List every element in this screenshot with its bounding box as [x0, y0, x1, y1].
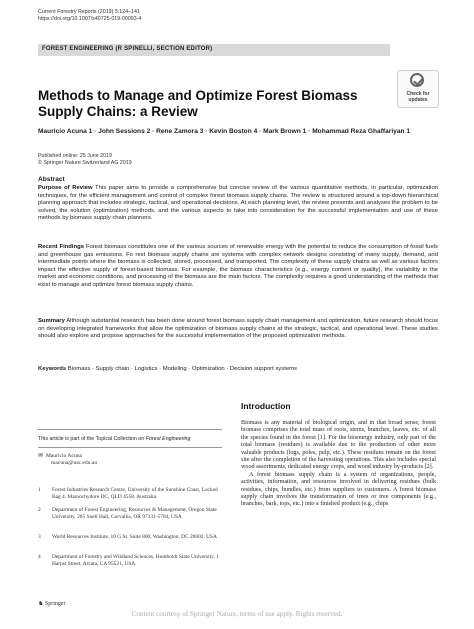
- mail-icon: ✉: [38, 452, 44, 459]
- publisher-name: Springer: [44, 601, 66, 607]
- section-bar: [38, 44, 390, 56]
- summary-text: Although substantial research has been done around forest biomass supply chain management and optimization, future research should focus on developing integrated frameworks that allow the optimization of biomass supply chains at the strategic, tactical, and operational level. These studies should also explore and propose approaches for the successful implementation of the proposed optimization methods.: [38, 318, 438, 340]
- published-date: Published online: 25 June 2019: [38, 153, 112, 159]
- publisher-logo: [38, 600, 66, 607]
- correspondence-name: Mauricio Acuna: [45, 453, 83, 459]
- section-heading-introduction: Introduction: [241, 401, 291, 411]
- journal-citation: [38, 9, 141, 23]
- footnote-rule: [38, 447, 222, 448]
- affiliation-num: 2: [38, 507, 41, 513]
- section-label: FOREST ENGINEERING (R SPINELLI, SECTION EDITOR): [42, 46, 213, 52]
- intro-body: [241, 420, 436, 509]
- intro-paragraph-1: Biomass is any material of biological origin, and in that broad sense, forest biomass comprises the total mass of roots, stems, branches, leaves, etc. of all the species found in the forest [1]. For the bioenergy industry, only part of the total biomass (residues) is available due to the production of other more valuable products (logs, poles, pulp, etc.). These residues remain on the forest site after the completion of the harvesting operations. This also includes special wood assortments, dedicated energy crops, and wood industry by-products [2].: [241, 420, 436, 471]
- courtesy-watermark: Content courtesy of Springer Nature, terms of use apply. Rights reserved.: [131, 610, 343, 618]
- correspondence-email[interactable]: macuna@usc.edu.au: [51, 460, 98, 466]
- purpose-text: This paper aims to provide a comprehensive but concise review of the various quantitative methods, in particular, optimization techniques, for the efficient management and control of complex forest biomass supply chains. The review is structured around a top-down hierarchical planning approach that includes strategic, tactical, and operational decisions. At each planning level, the review presents and analyses the problem to be solved, the solution (optimization) methods, and the various aspects to take into consideration for the successful implementation and use of these methods by biomass supply chain planners.: [38, 185, 439, 222]
- topical-prefix: This article is part of the Topical Collection on: [38, 436, 146, 442]
- purpose-label: Purpose of Review: [38, 185, 93, 191]
- abstract-summary: [38, 318, 438, 341]
- badge-line1: Check for: [406, 91, 430, 97]
- findings-text: Forest biomass constitutes one of the various sources of renewable energy with the potential to reduce the consumption of fossil fuels and greenhouse gas emissions. Fo rest biomass supply chains are systems with complex network designs consisting of many supply, demand, and intermediate points where the biomass is collected, stored, processed, and transported. The complexity of these supply chains as well as various factors impact the effective supply of forest-based biomass. For example, the biomass characteristics (e.g., energy content or quality), the variability in the market and economic conditions, and processing of the biomass are the main factors. The complexity requires a good understanding of the methods that exist to manage and optimize forest biomass supply chains.: [38, 244, 438, 288]
- paper-title: Methods to Manage and Optimize Forest Biomass Supply Chains: a Review: [38, 88, 358, 119]
- affiliation-text: Department of Forest Engineering, Resources & Management, Oregon State University, 205 Snell Hall, Corvallis, OR 97331-5704, USA: [52, 507, 217, 520]
- summary-label: Summary: [38, 318, 65, 324]
- abstract-findings: [38, 244, 438, 289]
- intro-paragraph-2: A forest biomass supply chain is a system of organizations, people, activities, information, and resources involved in delivering residues (bulk residues, chips, bundles, etc.) from suppliers to customers. A forest biomass supply chain involves the transformation of trees or tree components (e.g., branches, bark, tops, etc.) into a finished product (e.g., chips: [241, 471, 436, 508]
- affiliation-text: Department of Forestry and Wildland Sciences, Humboldt State University, 1 Harpst Street, Arcata, CA 95521, USA: [52, 554, 219, 567]
- affiliation-text: Forest Industries Research Centre, University of the Sunshine Coast, Locked Bag 4, Maroochydore DC, QLD 4558, Australia: [52, 487, 218, 500]
- findings-label: Recent Findings: [38, 244, 85, 250]
- journal-line: Current Forestry Reports (2019) 5:124–141: [38, 9, 140, 15]
- copyright: © Springer Nature Switzerland AG 2019: [38, 160, 132, 166]
- topical-collection-note: [38, 436, 222, 442]
- keywords: [38, 366, 438, 372]
- springer-horse-icon: ♞: [38, 600, 44, 607]
- keywords-text: Biomass · Supply chain · Logistics · Modeling · Optimization · Decision support systems: [67, 366, 297, 372]
- doi-link[interactable]: https://doi.org/10.1007/s40725-019-00093-4: [38, 16, 142, 22]
- check-for-updates-badge[interactable]: [397, 70, 439, 108]
- publication-info: [38, 153, 132, 167]
- check-icon: [410, 73, 424, 87]
- topical-collection-link[interactable]: Forest Engineering: [145, 436, 191, 442]
- abstract-heading: Abstract: [38, 176, 65, 183]
- affiliation-num: 3: [38, 534, 41, 540]
- affiliation-num: 1: [38, 487, 41, 493]
- badge-line2: updates: [408, 97, 428, 103]
- affiliation-num: 4: [38, 554, 41, 560]
- affiliation-text: World Resources Institute, 10 G St. Suite 800, Washington, DC 20002, USA: [52, 534, 217, 540]
- footnote-rule: [38, 429, 222, 430]
- keywords-label: Keywords: [38, 366, 67, 372]
- correspondence: [38, 452, 97, 467]
- author-list: Mauricio Acuna 1 · John Sessions 2 · Rene Zamora 3 · Kevin Boston 4 · Mark Brown 1 · Mohammad Reza Ghaffariyan 1: [38, 128, 411, 135]
- abstract-purpose: [38, 185, 438, 223]
